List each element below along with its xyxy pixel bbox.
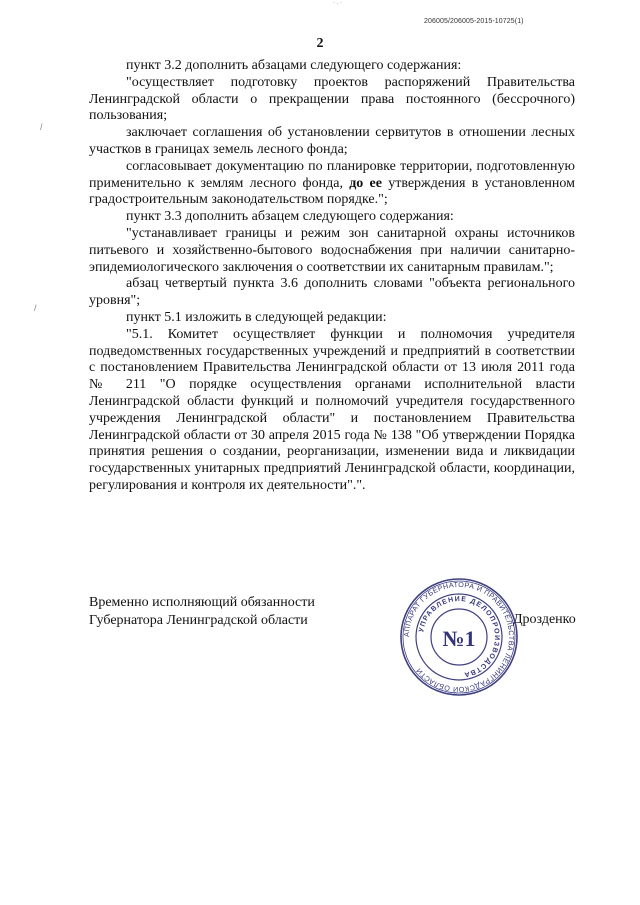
document-body [89, 58, 575, 495]
margin-mark: / [34, 303, 37, 313]
signature-name: Дрозденко [513, 612, 576, 627]
paragraph: пункт 3.2 дополнить абзацами следующего содержания: [126, 58, 462, 73]
paragraph: заключает соглашения об установлении сервитутов в отношении лесных участков в границах земель лесного фонда; [89, 125, 575, 157]
paragraph: "осуществляет подготовку проектов распоряжений Правительства Ленинградской области о прекращении права постоянного (бессрочного) пользования; [89, 74, 575, 124]
paragraph: пункт 3.3 дополнить абзацем следующего содержания: [126, 209, 454, 225]
margin-mark: / [40, 122, 43, 132]
signature-position-line: Временно исполняющий обязанности [89, 595, 315, 610]
official-stamp [398, 576, 520, 698]
stamp-inner-text: УПРАВЛЕНИЕ ДЕЛОПРОИЗВОДСТВА [418, 595, 501, 678]
paragraph-text: согласовывает документацию по планировке территории, подготовленную применительно к землям лесного фонда, [89, 158, 575, 191]
top-scan-mark: · . · [333, 0, 342, 6]
signature-position [89, 594, 315, 630]
paragraph-text: утверждения в установленном градостроительным законодательством порядке."; [89, 175, 575, 208]
page-number: 2 [316, 36, 324, 51]
paragraph: "5.1. Комитет осуществляет функции и полномочия учредителя подведомственных государственных учреждений и предприятий в соответствии с постановлением Правительства Ленинградской области от 13 июля 2011 года № 211 "О порядке осуществления органами исполнительной власти Ленинградской области функций и полномочий учредителя государственного учреждения Ленинградской области" и постановлением Правительства Ленинградской области от 30 апреля 2015 года № 138 "Об утверждении Порядка принятия решения о создании, реорганизации, изменении вида и ликвидации государственных унитарных предприятий Ленинградской области, координации, регулирования и контроля их деятельности".". [89, 326, 575, 493]
signature-position-line: Губернатора Ленинградской области [89, 613, 308, 628]
stamp-center-text: №1 [442, 626, 476, 651]
document-id: 206005/206005-2015-10725(1) [424, 18, 524, 25]
paragraph: абзац четвертый пункта 3.6 дополнить словами "объекта регионального уровня"; [89, 276, 575, 309]
bold-text: до ее [349, 175, 382, 191]
stamp-outer-text: АППАРАТ ГУБЕРНАТОРА И ПРАВИТЕЛЬСТВА ЛЕНИНГРАДСКОЙ ОБЛАСТИ [401, 579, 517, 695]
paragraph [89, 159, 575, 209]
paragraph: "устанавливает границы и режим зон санитарной охраны источников питьевого и хозяйственно-бытового водоснабжения при наличии санитарно-эпидемиологического заключения о соответствии их санитарным правилам."; [89, 225, 575, 275]
paragraph: пункт 5.1 изложить в следующей редакции: [126, 309, 387, 325]
